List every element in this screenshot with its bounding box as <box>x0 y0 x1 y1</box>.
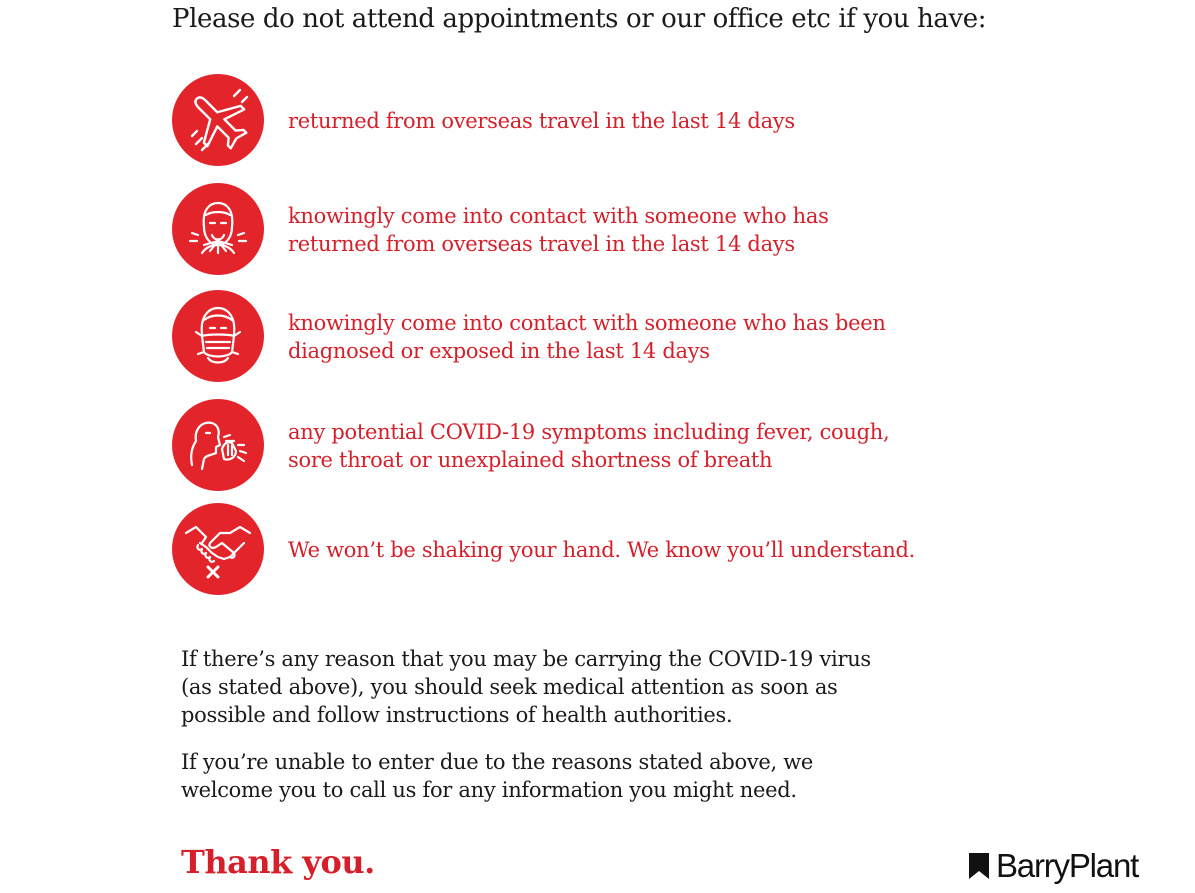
medical-attention-paragraph: If there’s any reason that you may be carrying the COVID-19 virus (as stated above), you should seek medical attention as soon as possible and follow instructions of health authorities. <box>181 647 871 727</box>
airplane-icon <box>172 74 264 166</box>
notice-item-text: knowingly come into contact with someone who has been diagnosed or exposed in the last 14 days <box>288 311 886 363</box>
notice-item-symptoms <box>172 399 1132 493</box>
notice-item-text: knowingly come into contact with someone who has returned from overseas travel in the last 14 days <box>288 204 829 256</box>
notice-item-overseas-travel <box>172 74 1132 168</box>
notice-heading: Please do not attend appointments or our office etc if you have: <box>172 4 987 34</box>
notice-item-contact-traveller <box>172 183 1132 277</box>
call-us-paragraph: If you’re unable to enter due to the reasons stated above, we welcome you to call us for any information you might need. <box>181 750 814 802</box>
notice-item-text: returned from overseas travel in the last 14 days <box>288 109 795 133</box>
sneezing-person-icon <box>172 183 264 275</box>
notice-item-text: We won’t be shaking your hand. We know you’ll understand. <box>288 538 916 562</box>
notice-item-contact-diagnosed <box>172 290 1132 384</box>
barry-plant-logo <box>968 846 1138 886</box>
no-handshake-icon <box>172 503 264 595</box>
thank-you-text: Thank you. <box>181 843 375 881</box>
coughing-person-icon <box>172 399 264 491</box>
face-mask-icon <box>172 290 264 382</box>
bookmark-flag-icon <box>968 852 990 880</box>
notice-item-text: any potential COVID-19 symptoms including fever, cough, sore throat or unexplained shortness of breath <box>288 420 890 472</box>
notice-item-no-handshake <box>172 503 1132 597</box>
logo-text: BarryPlant <box>996 847 1139 884</box>
